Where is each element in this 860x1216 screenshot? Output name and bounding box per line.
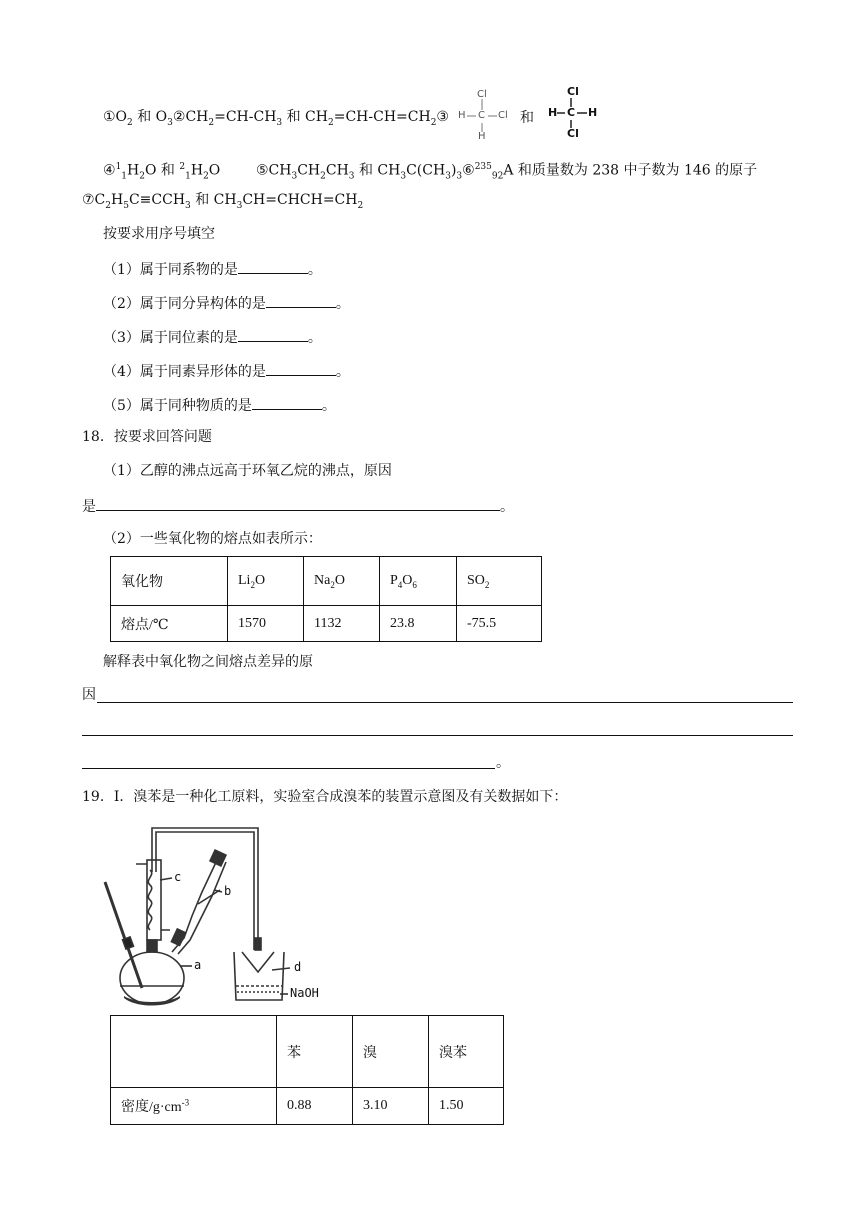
table-row	[111, 1088, 504, 1125]
table-cell	[111, 1016, 277, 1088]
q18-part-1: （1）乙醇的沸点远高于环氧乙烷的沸点，原因	[103, 463, 392, 479]
q18-title: 18．按要求回答问题	[82, 429, 212, 445]
apparatus-label-d: d	[294, 960, 302, 974]
answer-line[interactable]	[82, 735, 793, 736]
table-cell: 3.10	[353, 1088, 429, 1125]
struct-a-center-atom: C	[478, 110, 485, 121]
q17-option-row-2: $④^1_1H_2O$ 和 $^2_1H_2O$	[103, 162, 221, 182]
q19-title: 19．Ⅰ．溴苯是一种化工原料，实验室合成溴苯的装置示意图及有关数据如下：	[82, 789, 568, 805]
table-cell: $Na_2O$	[304, 557, 380, 606]
q18-part-1-continued: 是 。	[82, 495, 514, 517]
answer-line[interactable]	[82, 768, 495, 769]
table-cell: -75.5	[457, 606, 542, 642]
q18-explain-end: 。	[496, 755, 510, 771]
q17-item-5: （5）属于同种物质的是 。	[103, 394, 336, 416]
answer-blank[interactable]	[266, 360, 336, 376]
oxide-melting-point-table	[110, 556, 542, 642]
struct-b-right-atom: H	[588, 106, 598, 119]
table-cell: 0.88	[277, 1088, 353, 1125]
struct-b-bonds	[545, 82, 605, 142]
answer-blank[interactable]	[252, 394, 322, 410]
density-table	[110, 1015, 504, 1125]
q18-part-2: （2）一些氧化物的熔点如表所示：	[103, 531, 322, 547]
q18-explain: 解释表中氧化物之间熔点差异的原	[103, 654, 313, 670]
table-cell: 熔点/℃	[111, 606, 228, 642]
q17-instruction: 按要求用序号填空	[103, 226, 215, 242]
table-header-row	[111, 1016, 504, 1088]
q17-and-text: 和	[520, 110, 534, 126]
table-cell: 溴	[353, 1016, 429, 1088]
table-cell: 溴苯	[429, 1016, 504, 1088]
q17-option-row-1: $①O_2$ 和 $O_3②CH_2=CH-CH_3$ 和 $CH_2=CH-CH=CH_2③$	[103, 109, 449, 128]
apparatus-label-b: b	[224, 884, 232, 898]
table-cell: 氧化物	[111, 557, 228, 606]
struct-b-bottom-atom: Cl	[567, 127, 579, 140]
answer-blank[interactable]	[238, 258, 308, 274]
q17-item-1: （1）属于同系物的是 。	[103, 258, 322, 280]
struct-a-top-atom: Cl	[477, 89, 487, 100]
table-cell: 1570	[228, 606, 304, 642]
struct-a-left-atom: H	[458, 110, 466, 121]
struct-a-bottom-atom: H	[478, 131, 486, 142]
table-cell: $Li_2O$	[228, 557, 304, 606]
apparatus-drawing	[100, 820, 340, 1010]
answer-line[interactable]	[97, 702, 793, 703]
apparatus-label-naoh: NaOH	[290, 986, 319, 1000]
apparatus-label-a: a	[194, 958, 202, 972]
answer-blank[interactable]	[96, 495, 500, 511]
table-cell: 1.50	[429, 1088, 504, 1125]
q17-option-row-3: $⑦C_2H_5C\equiv CCH_3$ 和 $CH_3CH=CHCH=CH_2$	[82, 192, 364, 211]
bromobenzene-apparatus-diagram	[100, 820, 340, 1010]
answer-blank[interactable]	[238, 326, 308, 342]
table-row	[111, 606, 542, 642]
q17-option-row-2b: $⑤CH_3CH_2CH_3$ 和 $CH_3C(CH_3)_3⑥^{235}_{92}A$ 和质量数为 238 中子数为 146 的原子	[256, 162, 758, 182]
table-cell: $P_4O_6$	[380, 557, 457, 606]
struct-a-right-atom: Cl	[498, 110, 508, 121]
table-cell: 1132	[304, 606, 380, 642]
struct-a-bonds	[455, 85, 515, 145]
struct-b-center-atom: C	[567, 106, 576, 119]
table-cell: 苯	[277, 1016, 353, 1088]
table-cell: $SO_2$	[457, 557, 542, 606]
q17-item-3: （3）属于同位素的是 。	[103, 326, 322, 348]
answer-blank[interactable]	[266, 292, 336, 308]
table-header-row	[111, 557, 542, 606]
apparatus-label-c: c	[174, 870, 182, 884]
table-cell: 23.8	[380, 606, 457, 642]
struct-b-left-atom: H	[548, 106, 558, 119]
q17-item-2: （2）属于同分异构体的是 。	[103, 292, 350, 314]
q17-item-4: （4）属于同素异形体的是 。	[103, 360, 350, 382]
q18-explain-continued: 因	[82, 687, 96, 703]
struct-b-top-atom: Cl	[567, 85, 579, 98]
table-cell: 密度$/g\cdot cm^{-3}$	[111, 1088, 277, 1125]
